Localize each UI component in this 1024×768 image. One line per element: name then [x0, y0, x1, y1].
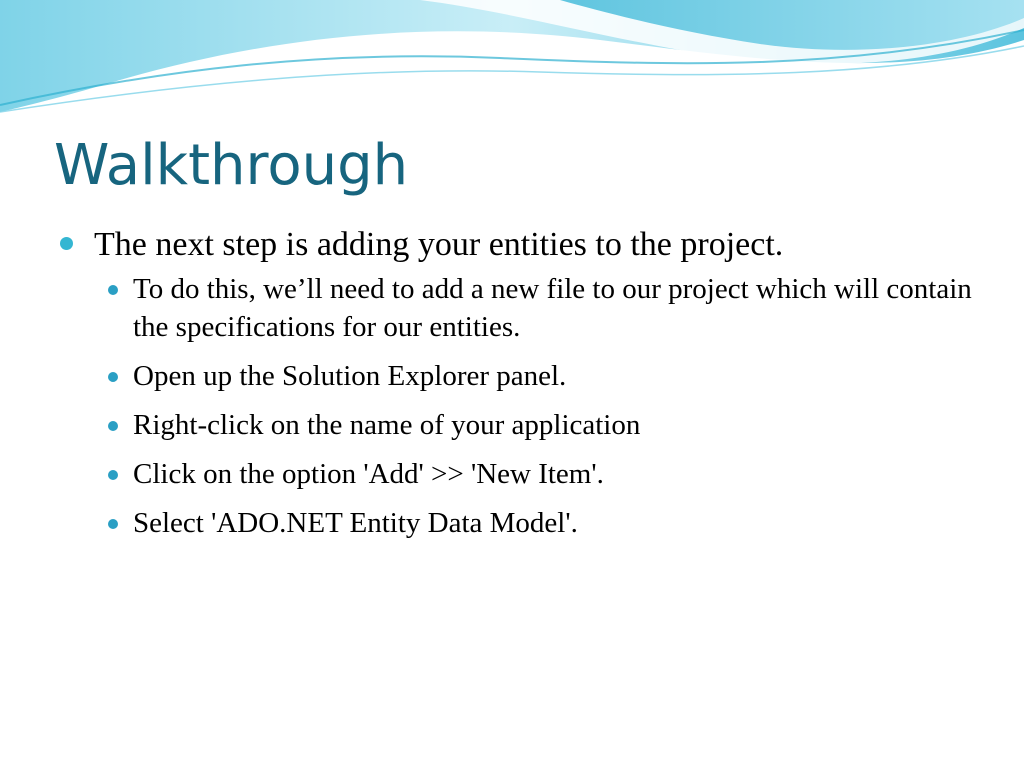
header-wave-decoration	[0, 0, 1024, 130]
sub-bullet-list	[60, 270, 990, 542]
bullet-text: The next step is adding your entities to the project.	[94, 226, 784, 263]
bullet-dot-icon	[60, 237, 73, 250]
sub-bullet-text: Select 'ADO.NET Entity Data Model'.	[133, 507, 578, 539]
sub-bullet	[108, 357, 990, 395]
sub-bullet	[108, 270, 990, 346]
sub-bullet-text: Right-click on the name of your application	[133, 409, 641, 441]
sub-bullet	[108, 406, 990, 444]
bullet-level1	[60, 224, 990, 266]
slide-content	[60, 224, 990, 553]
sub-bullet-text: Click on the option 'Add' >> 'New Item'.	[133, 458, 604, 490]
bullet-dot-icon	[108, 421, 118, 431]
bullet-dot-icon	[108, 372, 118, 382]
bullet-dot-icon	[108, 285, 118, 295]
slide-title: Walkthrough	[54, 133, 409, 198]
bullet-dot-icon	[108, 470, 118, 480]
sub-bullet-text: Open up the Solution Explorer panel.	[133, 360, 567, 392]
bullet-dot-icon	[108, 519, 118, 529]
sub-bullet	[108, 455, 990, 493]
sub-bullet-text: To do this, we’ll need to add a new file to our project which will contain the specifications for our entities.	[133, 273, 972, 343]
sub-bullet	[108, 504, 990, 542]
